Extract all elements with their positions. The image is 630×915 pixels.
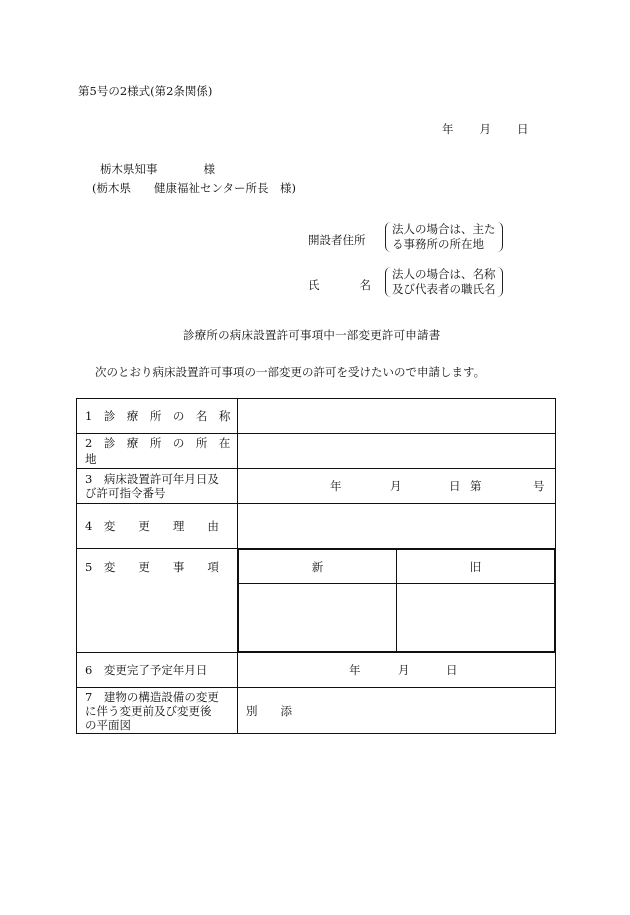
address-note-line1: 法人の場合は、主た [392,222,496,236]
row-clinic-name [77,399,556,434]
applicant-name-label [308,277,371,293]
date-month: 月 [479,122,491,136]
applicant-name-note [385,267,503,297]
row7-label-line2: に伴う変更前及び変更後 [85,703,212,718]
date-year: 年 [442,122,454,136]
floor-plans-field[interactable]: 別 添 [238,688,556,734]
row3-label-line2: び許可指令番号 [85,486,166,500]
row-clinic-address [77,434,556,469]
permit-number-suffix: 号 [533,479,545,493]
permit-month: 月 [390,479,402,493]
row-permit-date [77,469,556,504]
name-note-line2: 及び代表者の職氏名 [392,282,496,296]
address-note-line2: る事務所の所在地 [392,237,484,251]
permit-date-field[interactable] [238,469,556,504]
addressee-health-center: (栃木県 健康福祉センター所長 様) [92,181,297,195]
addressee-name: 栃木県知事 [100,162,158,176]
change-items-cell [238,549,556,653]
row1-label: 1 診 療 所 の 名 称 [77,399,238,434]
addressee-governor [100,161,215,177]
completion-month: 月 [398,663,410,677]
row6-label: 6 変更完了予定年月日 [77,653,238,688]
permit-year: 年 [330,479,342,493]
permit-number-prefix: 第 [470,479,482,493]
applicant-address-note [385,222,503,252]
clinic-name-field[interactable] [238,399,556,434]
name-label-second: 名 [359,278,371,292]
date-day: 日 [517,122,529,136]
row-change-items [77,549,556,653]
row-floor-plans [77,688,556,734]
permit-day: 日 [449,479,461,493]
row7-label-line3: の平面図 [85,717,131,732]
applicant-address-label: 開設者住所 [308,233,366,247]
name-note-line1: 法人の場合は、名称 [392,267,496,281]
submission-date [442,121,529,137]
completion-date-field[interactable] [238,653,556,688]
form-number: 第5号の2様式(第2条関係) [78,84,213,98]
row3-label [77,469,238,504]
old-content-field[interactable] [397,584,555,652]
addressee-honorific: 様 [203,162,215,176]
row2-label: 2 診 療 所 の 所 在 地 [77,434,238,469]
row5-label: 5 変 更 事 項 [77,549,238,653]
document-title: 診療所の病床設置許可事項中一部変更許可申請書 [183,328,441,342]
intro-text: 次のとおり病床設置許可事項の一部変更の許可を受けたいので申請します。 [95,365,486,379]
row-completion-date [77,653,556,688]
change-items-subtable [238,549,555,652]
clinic-address-field[interactable] [238,434,556,469]
application-table [76,398,556,734]
row4-label: 4 変 更 理 由 [77,504,238,549]
row7-label-line1: 7 建物の構造設備の変更 [85,689,219,704]
completion-day: 日 [446,663,458,677]
change-reason-field[interactable] [238,504,556,549]
old-header: 旧 [397,550,555,584]
row3-label-line1: 3 病床設置許可年月日及 [85,472,219,486]
completion-year: 年 [349,663,361,677]
row-change-reason [77,504,556,549]
new-content-field[interactable] [239,584,397,652]
new-header: 新 [239,550,397,584]
name-label-first: 氏 [308,278,320,292]
row7-label [77,688,238,734]
